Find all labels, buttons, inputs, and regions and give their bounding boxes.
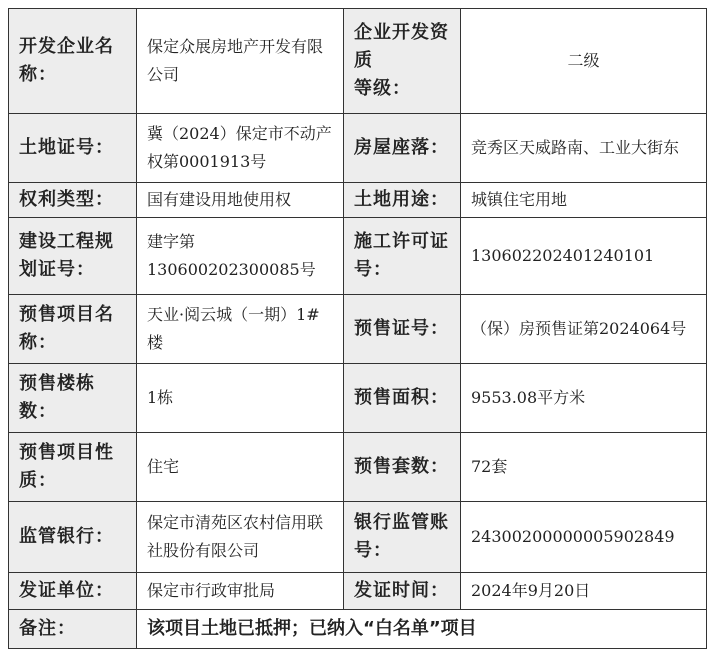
planning-permit-value: 建字第 130600202300085号: [137, 218, 344, 295]
developer-name-label: 开发企业名称：: [9, 9, 137, 114]
table-row-remark: [9, 610, 707, 649]
planning-permit-label: 建设工程规划证号：: [9, 218, 137, 295]
location-label: 房屋座落：: [344, 114, 461, 183]
issuer-value: 保定市行政审批局: [137, 573, 344, 610]
table-row-developer: [9, 9, 707, 114]
land-use-value: 城镇住宅用地: [461, 183, 707, 218]
project-name-label: 预售项目名称：: [9, 295, 137, 364]
land-cert-value: 冀（2024）保定市不动产权第0001913号: [137, 114, 344, 183]
land-cert-label: 土地证号：: [9, 114, 137, 183]
developer-name-value: 保定众展房地产开发有限公司: [137, 9, 344, 114]
project-nature-label: 预售项目性质：: [9, 433, 137, 502]
table-row-permits: [9, 218, 707, 295]
location-value: 竞秀区天威路南、工业大街东: [461, 114, 707, 183]
presale-cert-value: （保）房预售证第2024064号: [461, 295, 707, 364]
supervising-bank-value: 保定市清苑区农村信用联社股份有限公司: [137, 502, 344, 573]
remark-label: 备注：: [9, 610, 137, 649]
construction-permit-label: 施工许可证号：: [344, 218, 461, 295]
table-row-nature: [9, 433, 707, 502]
building-count-label: 预售楼栋数：: [9, 364, 137, 433]
unit-count-label: 预售套数：: [344, 433, 461, 502]
table-row-issuer: [9, 573, 707, 610]
right-type-value: 国有建设用地使用权: [137, 183, 344, 218]
table-row-rights: [9, 183, 707, 218]
presale-info-table: [8, 8, 707, 649]
unit-count-value: 72套: [461, 433, 707, 502]
issuer-label: 发证单位：: [9, 573, 137, 610]
table-row-land: [9, 114, 707, 183]
presale-cert-label: 预售证号：: [344, 295, 461, 364]
presale-area-label: 预售面积：: [344, 364, 461, 433]
remark-value: 该项目土地已抵押；已纳入“白名单”项目: [137, 610, 707, 649]
project-name-value: 天业·阅云城（一期）1#楼: [137, 295, 344, 364]
presale-info-sheet: [8, 8, 706, 649]
table-row-bank: [9, 502, 707, 573]
issue-date-value: 2024年9月20日: [461, 573, 707, 610]
right-type-label: 权利类型：: [9, 183, 137, 218]
project-nature-value: 住宅: [137, 433, 344, 502]
presale-area-value: 9553.08平方米: [461, 364, 707, 433]
bank-account-label: 银行监管账号：: [344, 502, 461, 573]
land-use-label: 土地用途：: [344, 183, 461, 218]
table-row-project: [9, 295, 707, 364]
bank-account-value: 24300200000005902849: [461, 502, 707, 573]
supervising-bank-label: 监管银行：: [9, 502, 137, 573]
construction-permit-value: 130602202401240101: [461, 218, 707, 295]
qualification-label: 企业开发资质 等级：: [344, 9, 461, 114]
issue-date-label: 发证时间：: [344, 573, 461, 610]
qualification-value: 二级: [461, 9, 707, 114]
building-count-value: 1栋: [137, 364, 344, 433]
table-row-buildings: [9, 364, 707, 433]
